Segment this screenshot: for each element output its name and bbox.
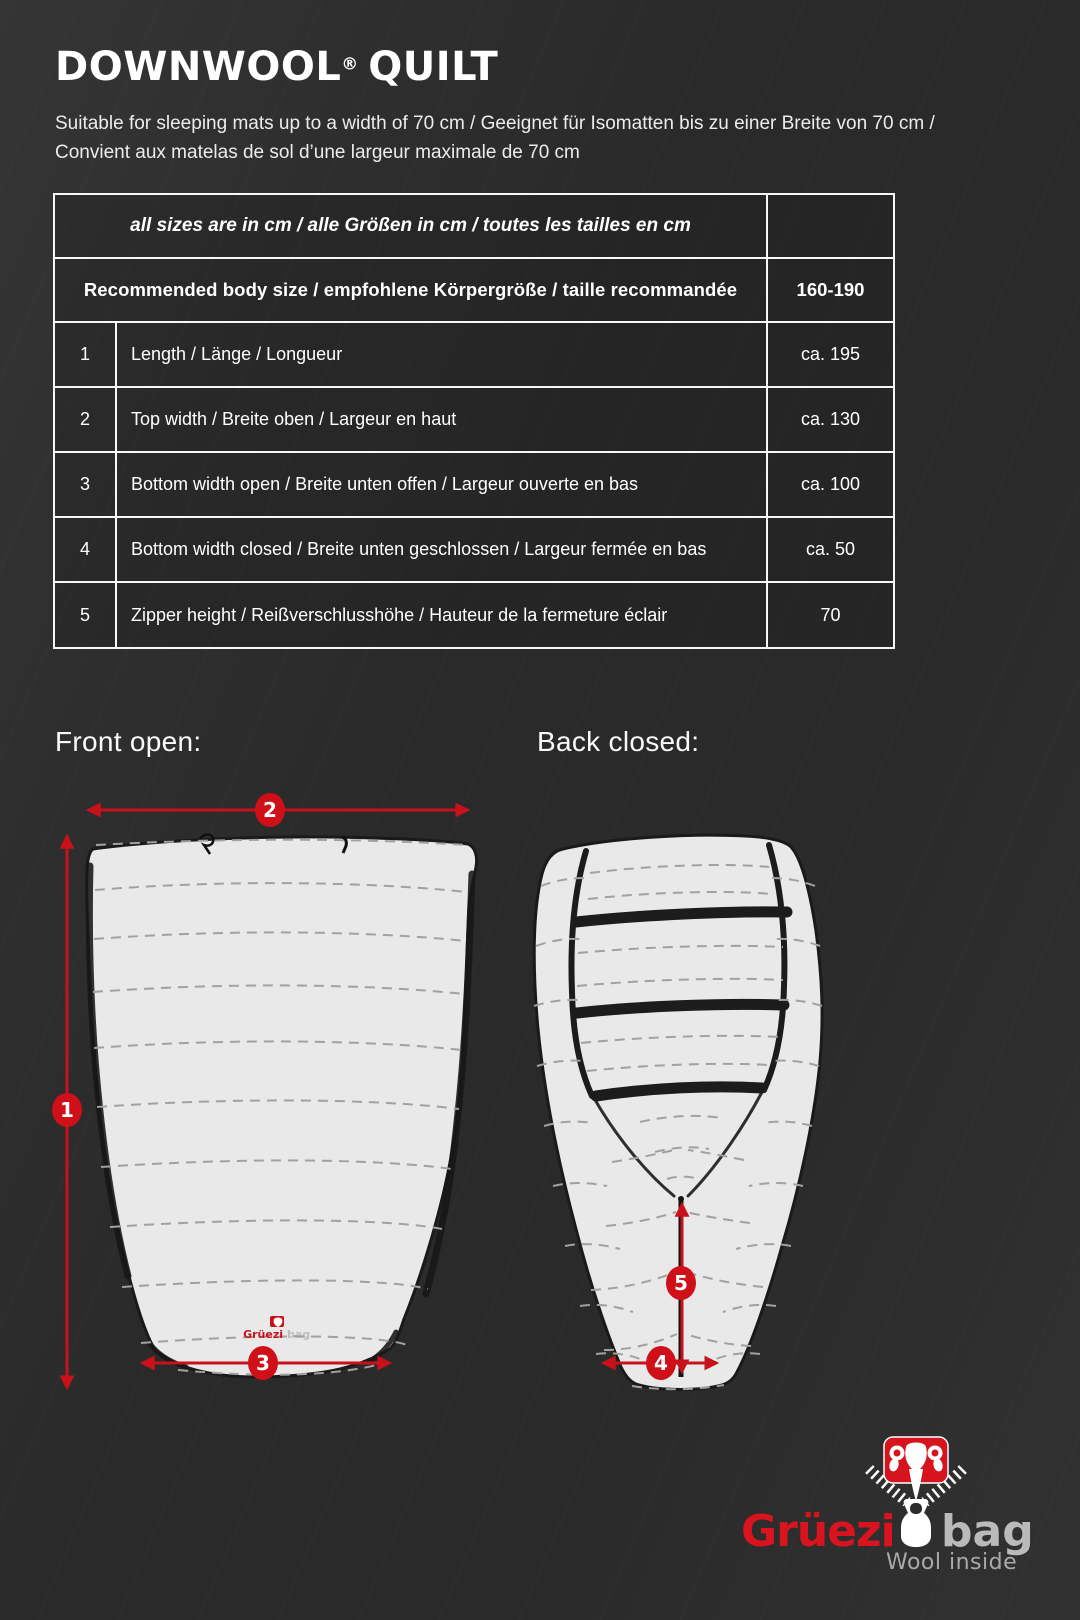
table-row-label: Top width / Breite oben / Largeur en haut	[117, 388, 768, 453]
table-row-value: ca. 100	[768, 453, 893, 518]
table-row-value: ca. 130	[768, 388, 893, 453]
page-title-main: DOWNWOOL	[55, 44, 342, 90]
svg-text:1: 1	[60, 1098, 74, 1122]
table-row-value: ca. 50	[768, 518, 893, 583]
body-size-label-cell: Recommended body size / empfohlene Körpergröße / taille recommandée	[55, 259, 768, 323]
quilt-diagrams	[0, 690, 1080, 1410]
badge-3	[248, 1346, 278, 1380]
table-row-num: 1	[55, 323, 117, 388]
registered-trademark-symbol: ®	[341, 53, 359, 74]
badge-4	[646, 1346, 676, 1380]
svg-text:4: 4	[654, 1351, 668, 1375]
unit-note-empty-cell	[768, 195, 893, 259]
back-quilt-drawing	[534, 835, 822, 1389]
unit-note-cell: all sizes are in cm / alle Größen in cm / toutes les tailles en cm	[55, 195, 768, 259]
table-row-label: Bottom width closed / Breite unten geschlossen / Largeur fermée en bas	[117, 518, 768, 583]
page-title	[55, 44, 498, 90]
logo-bag-text: bag	[941, 1506, 1034, 1557]
table-row-num: 3	[55, 453, 117, 518]
badge-1	[52, 1093, 82, 1127]
front-quilt-outline	[87, 837, 477, 1377]
back-closed-label: Back closed:	[537, 726, 700, 757]
table-row-num: 4	[55, 518, 117, 583]
logo-tagline-text: Wool inside	[886, 1550, 1018, 1575]
gruezi-bag-logo	[720, 1398, 1060, 1598]
size-table	[53, 193, 895, 649]
svg-text:5: 5	[674, 1271, 688, 1295]
subtitle-line-2: Convient aux matelas de sol d’une largeur maximale de 70 cm	[55, 141, 580, 163]
badge-5	[666, 1266, 696, 1300]
body-size-value-cell: 160-190	[768, 259, 893, 323]
page-title-tail: QUILT	[368, 44, 499, 90]
quilt-logo-gruezi-text: Grüezi	[243, 1328, 283, 1341]
zipper-pull-icon	[901, 1499, 931, 1547]
quilt-logo-bag-text: bag	[287, 1328, 311, 1341]
logo-gruezi-text: Grüezi	[741, 1506, 895, 1557]
ram-head-icon	[884, 1437, 948, 1501]
front-quilt-drawing	[87, 835, 477, 1378]
svg-text:3: 3	[256, 1351, 270, 1375]
page-subtitle	[55, 110, 1055, 167]
table-row-label: Zipper height / Reißverschlusshöhe / Hauteur de la fermeture éclair	[117, 583, 768, 647]
table-row-label: Bottom width open / Breite unten offen / Largeur ouverte en bas	[117, 453, 768, 518]
table-row-value: 70	[820, 604, 841, 625]
subtitle-line-1: Suitable for sleeping mats up to a width of 70 cm / Geeignet für Isomatten bis zu einer Breite von 70 cm /	[55, 113, 935, 134]
svg-text:2: 2	[263, 798, 277, 822]
table-row-num: 2	[55, 388, 117, 453]
table-row-num: 5	[55, 583, 117, 647]
table-row-label: Length / Länge / Longueur	[117, 323, 768, 388]
badge-2	[255, 793, 285, 827]
table-row-value: ca. 195	[768, 323, 893, 388]
front-open-label: Front open:	[55, 726, 202, 757]
